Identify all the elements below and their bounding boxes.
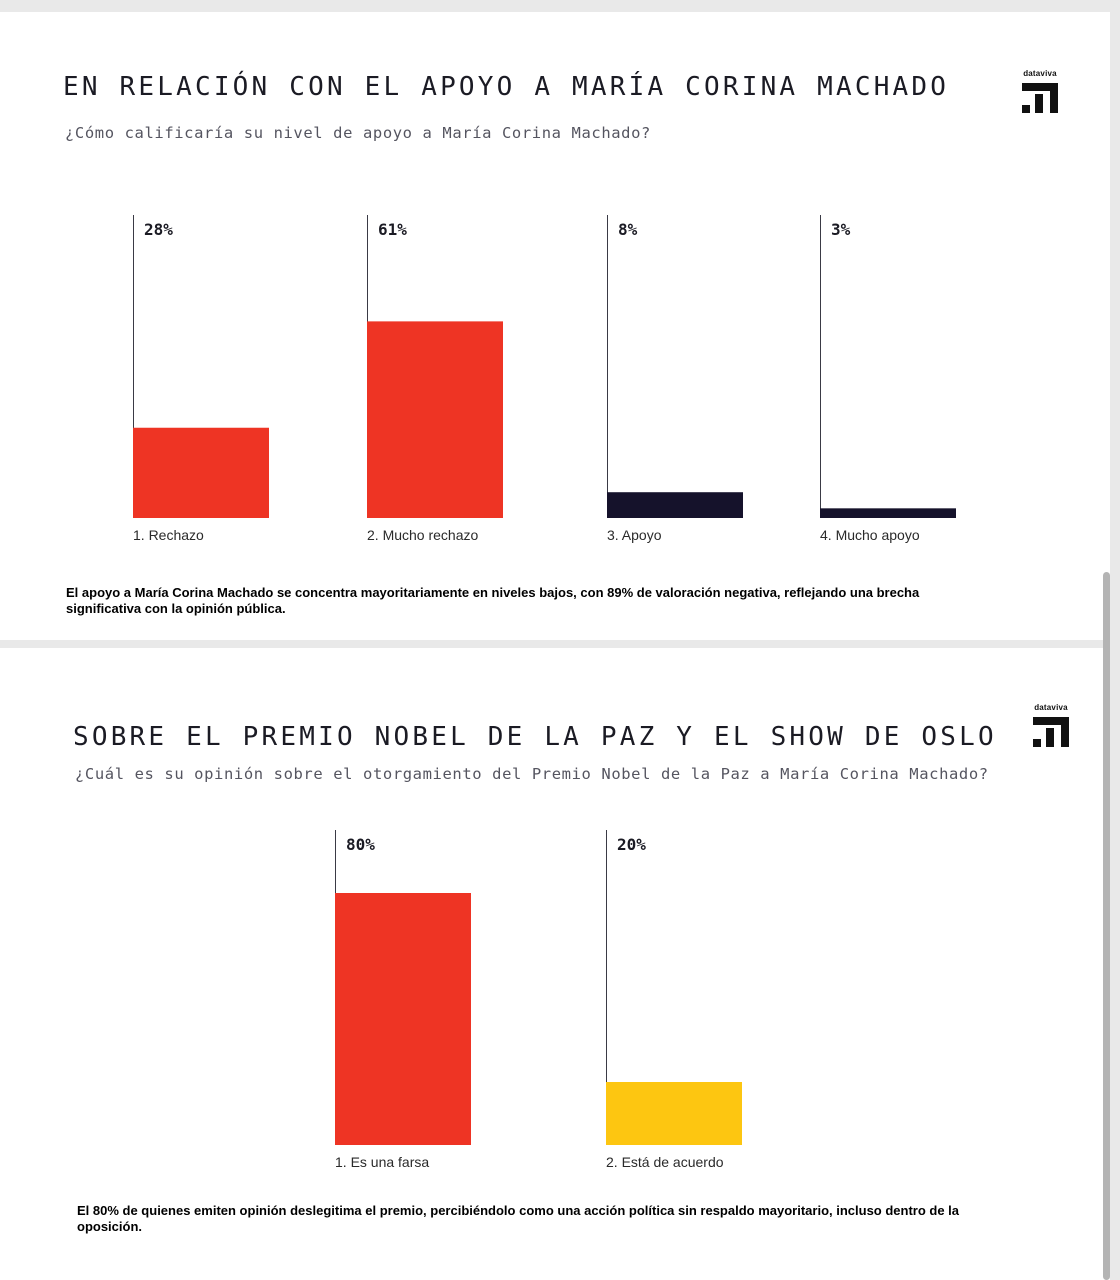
chart-title: SOBRE EL PREMIO NOBEL DE LA PAZ Y EL SHOW DE OSLO [73, 722, 997, 752]
bar [133, 428, 269, 518]
bar-value-label: 80% [346, 835, 375, 854]
chart-subtitle: ¿Cómo calificaría su nivel de apoyo a María Corina Machado? [65, 124, 651, 142]
bar [367, 321, 503, 518]
support-bar-chart [0, 12, 1110, 572]
bar-value-label: 28% [144, 220, 173, 239]
bar [335, 893, 471, 1145]
category-label: 2. Está de acuerdo [606, 1154, 724, 1170]
bar [820, 508, 956, 518]
logo-text: dataviva [1034, 703, 1068, 712]
category-label: 3. Apoyo [607, 527, 662, 543]
category-label: 2. Mucho rechazo [367, 527, 479, 543]
chart-card-support [0, 12, 1110, 640]
bar-value-label: 61% [378, 220, 407, 239]
bar-value-label: 20% [617, 835, 646, 854]
category-label: 1. Rechazo [133, 527, 204, 543]
bar-value-label: 8% [618, 220, 638, 239]
category-label: 1. Es una farsa [335, 1154, 430, 1170]
top-strip [0, 0, 1120, 12]
nobel-bar-chart [0, 648, 1110, 1188]
chart-note: El apoyo a María Corina Machado se concentra mayoritariamente en niveles bajos, con 89% de valoración negativa, reflejando una brecha significativa con la opinión pública. [66, 585, 920, 616]
bar [606, 1082, 742, 1145]
category-label: 4. Mucho apoyo [820, 527, 920, 543]
bar [607, 492, 743, 518]
chart-note: El 80% de quienes emiten opinión deslegitima el premio, percibiéndolo como una acción política sin respaldo mayoritario, incluso dentro de la oposición. [77, 1203, 960, 1234]
chart-title: EN RELACIÓN CON EL APOYO A MARÍA CORINA MACHADO [63, 72, 950, 102]
scrollbar[interactable] [1103, 572, 1110, 1280]
bar-value-label: 3% [831, 220, 851, 239]
chart-card-nobel [0, 648, 1110, 1280]
chart-subtitle: ¿Cuál es su opinión sobre el otorgamiento del Premio Nobel de la Paz a María Corina Machado? [75, 765, 989, 783]
logo-text: dataviva [1023, 69, 1057, 78]
